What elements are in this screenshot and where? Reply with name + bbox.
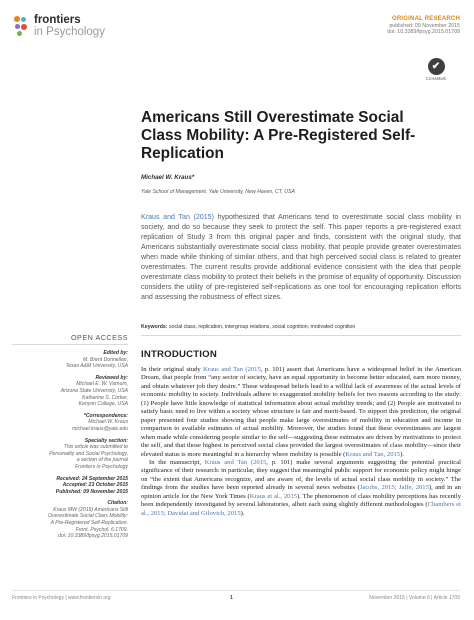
citation-line: Overestimate Social Class Mobility: — [48, 513, 128, 520]
abstract-citation[interactable]: Kraus and Tan (2015) — [141, 213, 214, 221]
paragraph: In their original study Kraus and Tan (2015, p. 101) assert that Americans have a widespread belief in the American Dream, that people from “any sector of society, have an equal opportunity to become better educated, earn more money, and obtain whatever job they desire.” These widespread beliefs lead to a willful lack of awareness of the actual levels of economic mobility in society. Individuals adhere to exaggerated mobility beliefs for two reasons according to the study: (1) People have little knowledge of statistical information about actual mobility trends; and (2) People are motivated to satisfy basic need to live within a society whose structure is fair and merit-based. To support this prediction, the original paper presented four studies showing that people make large overestimates of mobility in education and income in comparison to available estimates of actual mobility. Moreover, the studies found that these overestimates are largest when made while considering people similar to the self—suggesting these estimates are driven by motivations to protect the self, and that those highest in perceived social class provided the largest overestimates of class mobility—since their elevated status is more meaningful in a hierarchy where mobility is possible (Kraus and Tan, 2015). — [141, 366, 461, 458]
specialty-line: a section of the journal — [76, 457, 128, 464]
logo-line1: frontiers — [34, 14, 81, 26]
keywords-label: Keywords: — [141, 324, 168, 330]
page-number: 1 — [230, 595, 233, 601]
keywords-text: social class, replication, intergroup relations, social cognition, motivated cognition — [167, 324, 356, 330]
article-type: ORIGINAL RESEARCH — [392, 16, 460, 22]
editor-affiliation: Texas A&M University, USA — [65, 363, 128, 370]
paragraph: In the manuscript, Kraus and Tan (2015, p. 101) make several arguments suggesting the potential practical significance of their research: in particular, they suggest that meaningful public support for economic policy might hinge on “the extent that Americans recognize, and are aware of, the levels of actual social class mobility in society.” The findings from the studies have been reported already in several news websites (Jacobs, 2015; Jaffe, 2015), and in an opinion article for the New York Times (Kraus et al., 2015). The phenomenon of class mobility perceptions has recently been independently investigated by several laboratories, albeit each using slightly different methodologies (Chambers et al., 2015; Davidai and Gilovich, 2015). — [141, 458, 461, 517]
citation-link[interactable]: Kraus and Tan, 2015 — [345, 450, 401, 458]
crossmark-label: CrossMark — [425, 76, 447, 81]
section-heading-introduction: INTRODUCTION — [141, 349, 217, 360]
editor-name: M. Brent Donnellan, — [82, 356, 128, 363]
published-date-sidebar: Published: 09 November 2015 — [55, 488, 128, 495]
logo-line2: in Psychology — [34, 26, 105, 38]
footer-issue: November 2015 | Volume 6 | Article 1709 — [369, 595, 460, 601]
accepted-date: Accepted: 23 October 2015 — [62, 482, 128, 489]
published-date: published: 09 November 2015 — [389, 22, 460, 29]
article-title: Americans Still Overestimate Social Class Mobility: A Pre-Registered Self-Replication — [141, 109, 416, 162]
page-footer — [12, 590, 460, 602]
correspondence-name: Michael W. Kraus — [88, 419, 128, 426]
specialty-line: Frontiers in Psychology — [75, 463, 128, 470]
abstract-text: hypothesized that Americans tend to overestimate social class mobility in society, and do so because they seek to protect the self. This paper reports a pre-registered exact replication of Study 3 from this original paper and finds, consistent with the original study, that Americans substantially overestimate social class mobility, that people provide greater overestimates when made while thinking of similar others, and that high perceived social class is related to greater overestimates. The current results provide additional evidence consistent with the idea that people overestimate class mobility to protect their beliefs in the promise of equality of opportunity. Discussion considers the utility of pre-registered self-replications as one tool for encouraging replication efforts and assessing the robustness of effect sizes. — [141, 213, 461, 301]
specialty-line: Personality and Social Psychology, — [49, 450, 128, 457]
article-header — [387, 16, 460, 36]
divider — [141, 335, 461, 336]
specialty-heading: Specialty section: — [84, 437, 128, 444]
crossmark-icon: ✔ — [428, 58, 445, 75]
citation-line: Kraus MW (2015) Americans Still — [53, 506, 128, 513]
correspondence-email[interactable]: michael.kraus@yale.edu — [72, 425, 128, 432]
doi[interactable]: doi: 10.3389/fpsyg.2015.01709 — [387, 29, 460, 36]
open-access-label: OPEN ACCESS — [70, 333, 128, 342]
keywords — [141, 324, 461, 330]
citation-doi[interactable]: doi: 10.3389/fpsyg.2015.01709 — [58, 533, 128, 540]
reviewer-affiliation: Arizona State University, USA — [60, 387, 128, 394]
frontiers-logo-icon — [12, 14, 30, 40]
citation-link[interactable]: Jacobs, 2015; Jaffe, 2015 — [359, 484, 429, 492]
citation-link[interactable]: Kraus and Tan (2015 — [204, 458, 267, 466]
author[interactable]: Michael W. Kraus* — [141, 174, 195, 181]
specialty-line: This article was submitted to — [63, 444, 128, 451]
abstract — [141, 212, 461, 302]
sidebar-info — [12, 350, 128, 545]
citation-heading: Citation: — [107, 500, 128, 507]
reviewer-name: Katherine S. Corker, — [82, 394, 128, 401]
edited-by-heading: Edited by: — [103, 350, 128, 356]
sidebar-divider — [12, 344, 128, 345]
reviewed-by-heading: Reviewed by: — [95, 374, 128, 381]
affiliation: Yale School of Management, Yale University, New Haven, CT, USA — [141, 189, 295, 195]
citation-link[interactable]: Kraus et al., 2015 — [249, 492, 298, 500]
citation-line: A Pre-Registered Self-Replication. — [50, 520, 128, 527]
citation-line: Front. Psychol. 6:1709. — [75, 526, 128, 533]
journal-logo — [12, 14, 105, 40]
introduction-body — [141, 366, 461, 518]
reviewer-affiliation: Kenyon College, USA — [78, 401, 128, 408]
reviewer-name: Michael E. W. Varnum, — [76, 381, 128, 388]
footer-journal[interactable]: Frontiers in Psychology | www.frontiersin.org — [12, 595, 111, 601]
citation-link[interactable]: Kraus and Tan (2015 — [203, 366, 261, 373]
received-date: Received: 24 September 2015 — [56, 475, 128, 482]
correspondence-heading: *Correspondence: — [83, 412, 128, 419]
crossmark-badge[interactable] — [424, 58, 448, 81]
citation-link[interactable]: Chambers et al., 2015; Davidai and Gilovich, 2015 — [141, 501, 461, 517]
